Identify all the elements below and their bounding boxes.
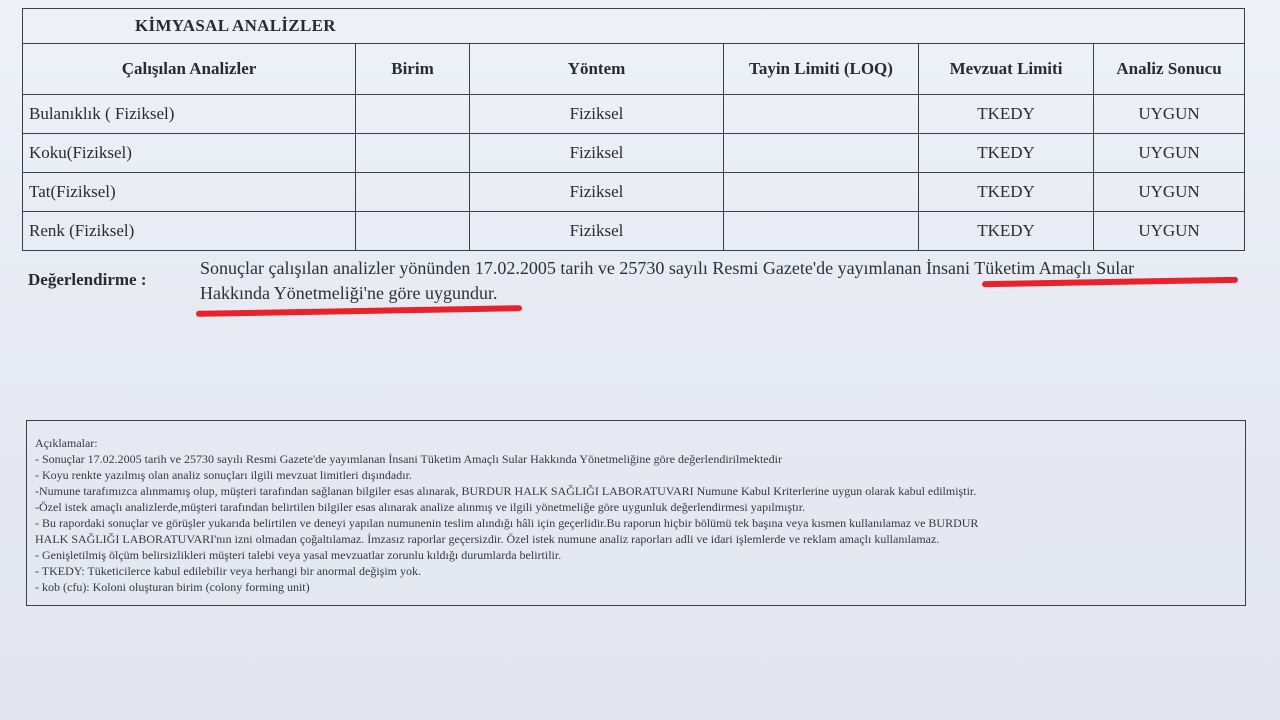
note-line: -Özel istek amaçlı analizlerde,müşteri tarafından belirtilen bilgiler esas alınarak analize alınmış ve ilgili yönetmeliğe göre uygunluk değerlendirmesi yapılmıştır. — [35, 500, 806, 514]
table-row — [23, 134, 1245, 173]
cell-analysis: Bulanıklık ( Fiziksel) — [23, 95, 356, 134]
note-line: - Bu rapordaki sonuçlar ve görüşler yukarıda belirtilen ve deneyi yapılan numunenin teslim alındığı hâli için geçerlidir.Bu raporun hiçbir bölümü tek başına veya kısmen kullanılamaz ve BURDUR — [35, 516, 979, 530]
cell-result: UYGUN — [1094, 134, 1245, 173]
table-row — [23, 173, 1245, 212]
cell-loq — [724, 95, 919, 134]
chemical-analysis-table — [22, 8, 1245, 251]
header-unit: Birim — [356, 44, 470, 95]
cell-legal-limit: TKEDY — [919, 134, 1094, 173]
cell-unit — [356, 95, 470, 134]
note-line: - Genişletilmiş ölçüm belirsizlikleri müşteri talebi veya yasal mevzuatlar zorunlu kıldığı durumlarda belirtilir. — [35, 548, 562, 562]
cell-unit — [356, 134, 470, 173]
notes-box — [26, 420, 1246, 606]
cell-analysis: Renk (Fiziksel) — [23, 212, 356, 251]
section-title-row — [23, 9, 1245, 44]
cell-unit — [356, 173, 470, 212]
cell-legal-limit: TKEDY — [919, 212, 1094, 251]
cell-method: Fiziksel — [470, 95, 724, 134]
cell-unit — [356, 212, 470, 251]
cell-method: Fiziksel — [470, 173, 724, 212]
table-row — [23, 95, 1245, 134]
cell-legal-limit: TKEDY — [919, 173, 1094, 212]
cell-loq — [724, 134, 919, 173]
evaluation-line-2: Hakkında Yönetmeliği'ne göre uygundur. — [200, 283, 498, 303]
note-line: - Sonuçlar 17.02.2005 tarih ve 25730 sayılı Resmi Gazete'de yayımlanan İnsani Tüketim Amaçlı Sular Hakkında Yönetmeliğine göre değerlendirilmektedir — [35, 452, 782, 466]
cell-method: Fiziksel — [470, 134, 724, 173]
cell-result: UYGUN — [1094, 212, 1245, 251]
cell-result: UYGUN — [1094, 95, 1245, 134]
note-line: - kob (cfu): Koloni oluşturan birim (colony forming unit) — [35, 580, 310, 594]
red-underline-mark-2 — [196, 305, 522, 317]
cell-loq — [724, 173, 919, 212]
note-line: - Koyu renkte yazılmış olan analiz sonuçları ilgili mevzuat limitleri dışındadır. — [35, 468, 412, 482]
cell-analysis: Koku(Fiziksel) — [23, 134, 356, 173]
header-loq: Tayin Limiti (LOQ) — [724, 44, 919, 95]
cell-analysis: Tat(Fiziksel) — [23, 173, 356, 212]
cell-method: Fiziksel — [470, 212, 724, 251]
table-row — [23, 212, 1245, 251]
section-title: KİMYASAL ANALİZLER — [23, 9, 1245, 44]
header-analysis: Çalışılan Analizler — [23, 44, 356, 95]
cell-result: UYGUN — [1094, 173, 1245, 212]
cell-legal-limit: TKEDY — [919, 95, 1094, 134]
evaluation-line-1: Sonuçlar çalışılan analizler yönünden 17.02.2005 tarih ve 25730 sayılı Resmi Gazete'de yayımlanan İnsani Tüketim Amaçlı Sular — [200, 258, 1135, 278]
header-method: Yöntem — [470, 44, 724, 95]
table-header-row — [23, 44, 1245, 95]
header-legal-limit: Mevzuat Limiti — [919, 44, 1094, 95]
note-line: HALK SAĞLIĞI LABORATUVARI'nın izni olmadan çoğaltılamaz. İmzasız raporlar geçersizdir. Özel istek numune analiz raporları adli ve idari işlemlerde ve reklam amaçlı kullanılamaz. — [35, 532, 940, 546]
note-line: -Numune tarafımızca alınmamış olup, müşteri tarafından sağlanan bilgiler esas alınarak, BURDUR HALK SAĞLIĞI LABORATUVARI Numune Kabul Kriterlerine uygun olarak kabul edilmiştir. — [35, 484, 977, 498]
cell-loq — [724, 212, 919, 251]
note-line: - TKEDY: Tüketicilerce kabul edilebilir veya herhangi bir anormal değişim yok. — [35, 564, 422, 578]
notes-title: Açıklamalar: — [35, 436, 98, 450]
header-result: Analiz Sonucu — [1094, 44, 1245, 95]
evaluation-label: Değerlendirme : — [28, 270, 147, 289]
